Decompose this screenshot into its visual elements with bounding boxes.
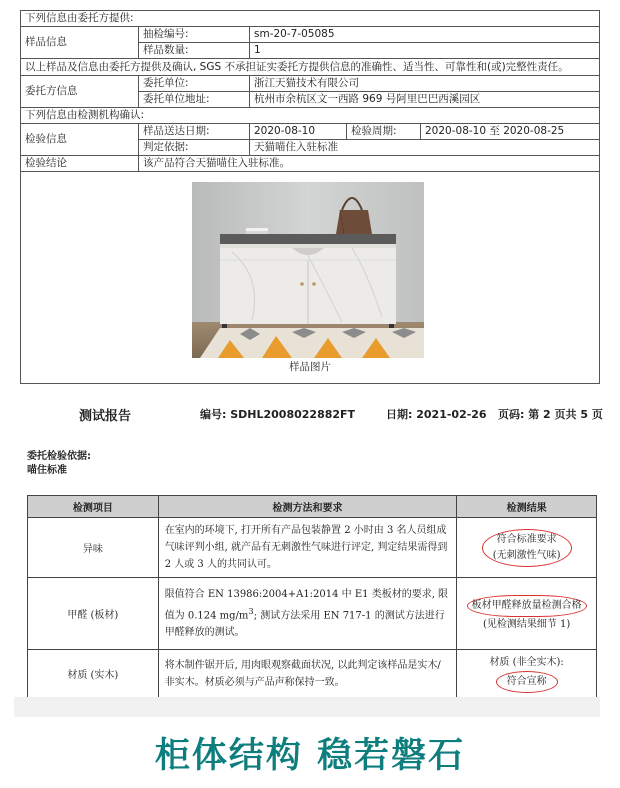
inspection-basis-value: 喵住标准 xyxy=(27,465,67,476)
sgs-report-table xyxy=(20,10,600,384)
inspection-info-label: 检验信息 xyxy=(25,133,67,145)
result-odor-line1: 符合标准要求 xyxy=(496,533,557,545)
conclusion-value: 该产品符合天猫喵住入驻标准。 xyxy=(138,156,599,171)
result-formaldehyde-circle: 板材甲醛释放量检测合格 xyxy=(467,595,587,617)
result-odor-line2: (无刺激性气味) xyxy=(492,549,561,561)
slogan-text: 柜体结构 稳若磐石 xyxy=(154,736,466,776)
lab-provided-header: 下列信息由检测机构确认: xyxy=(25,109,145,121)
conclusion-label: 检验结论 xyxy=(25,157,67,169)
report2-header xyxy=(0,404,620,424)
client-address-label: 委托单位地址: xyxy=(143,93,210,105)
client-address-value: 杭州市余杭区文一西路 969 号阿里巴巴西溪园区 xyxy=(249,92,599,107)
inspection-period-label: 检验周期: xyxy=(346,124,420,139)
col-header-method: 检测方法和要求 xyxy=(158,496,457,518)
method-odor: 在室内的环境下, 打开所有产品包装静置 2 小时由 3 名人员组成气味评判小组, 就产品有无刺激性气味进行评定, 判定结果需得到 2 人或 3 人的共同认可。 xyxy=(158,518,457,578)
method-formaldehyde-sup: 3 xyxy=(248,605,254,616)
inspection-period-value: 2020-08-10 至 2020-08-25 xyxy=(420,124,599,139)
test-results-header-row xyxy=(28,496,597,518)
divider-band xyxy=(14,697,600,717)
disclaimer-text: 以上样品及信息由委托方提供及确认, SGS 不承担证实委托方提供信息的准确性、适当性、可靠性和(或)完整性责任。 xyxy=(25,61,569,73)
result-material-line1: 材质 (非全实木): xyxy=(489,656,564,668)
sample-photo xyxy=(192,182,424,358)
col-header-result: 检测结果 xyxy=(457,496,597,518)
result-formaldehyde xyxy=(457,578,597,650)
sample-qty-value: 1 xyxy=(249,43,599,58)
client-info-label: 委托方信息 xyxy=(25,85,78,97)
sample-date-label: 样品送达日期: xyxy=(143,125,210,137)
table-row xyxy=(28,578,597,650)
item-formaldehyde: 甲醛 (板材) xyxy=(28,578,159,650)
sample-date-value: 2020-08-10 xyxy=(249,124,346,139)
judgement-basis-value: 天猫喵住入驻标准 xyxy=(249,140,599,155)
inspection-no-value: sm-20-7-05085 xyxy=(249,27,599,42)
sample-photo-area xyxy=(21,171,599,383)
client-unit-label: 委托单位: xyxy=(143,77,189,89)
result-formaldehyde-line2: (见检测结果细节 1) xyxy=(482,618,571,630)
method-material: 将木制件锯开后, 用肉眼观察截面状况, 以此判定该样品是实木/非实木。材质必须与产品声称保持一致。 xyxy=(158,650,457,698)
inspection-basis-label: 委托检验依据: xyxy=(27,451,91,462)
sample-qty-label: 样品数量: xyxy=(143,44,189,56)
judgement-basis-label: 判定依据: xyxy=(143,141,189,153)
method-formaldehyde-part2: ; 测试方法采用 EN 717-1 的测试方法进行甲醛释放的测试。 xyxy=(164,610,445,639)
report2-title: 测试报告 xyxy=(79,409,132,424)
table-row xyxy=(28,650,597,698)
result-odor xyxy=(457,518,597,578)
report2-number: 编号: SDHL2008022882FT xyxy=(200,408,356,421)
table-row xyxy=(28,518,597,578)
col-header-item: 检测项目 xyxy=(28,496,159,518)
result-material-circle: 符合宣称 xyxy=(496,671,558,693)
method-formaldehyde-part1: 限值符合 EN 13986:2004+A1:2014 中 E1 类板材的要求, 限值为 0.124 mg/m xyxy=(164,588,449,622)
report2-page: 页码: 第 2 页共 5 页 xyxy=(498,408,603,421)
inspection-no-label: 抽检编号: xyxy=(143,28,189,40)
test-results-table xyxy=(27,495,597,698)
item-material: 材质 (实木) xyxy=(28,650,159,698)
result-odor-circle xyxy=(482,529,572,567)
report2-date: 日期: 2021-02-26 xyxy=(386,408,487,421)
method-formaldehyde xyxy=(158,578,457,650)
client-provided-header: 下列信息由委托方提供: xyxy=(25,12,134,24)
sample-info-label: 样品信息 xyxy=(25,36,67,48)
sample-photo-caption: 样品图片 xyxy=(289,361,331,373)
client-unit-value: 浙江天猫技术有限公司 xyxy=(249,76,599,91)
result-material xyxy=(457,650,597,698)
item-odor: 异味 xyxy=(28,518,159,578)
